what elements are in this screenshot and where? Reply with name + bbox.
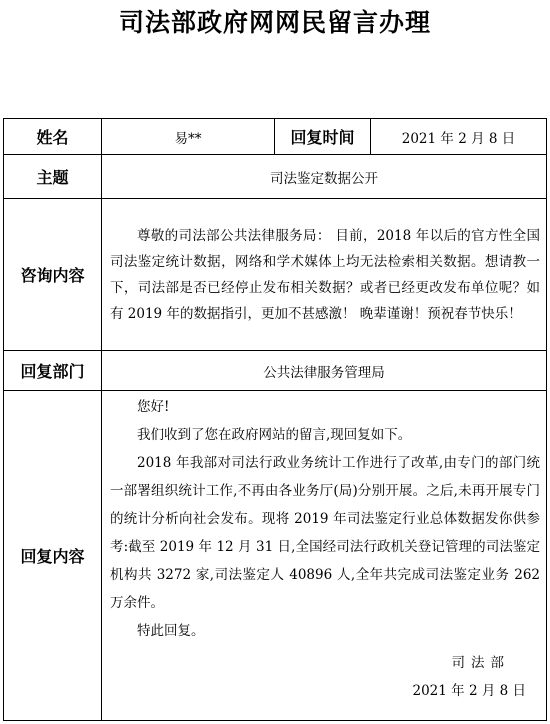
reply-cell (102, 391, 547, 721)
name-value: 易** (102, 119, 275, 155)
inquiry-label: 咨询内容 (4, 199, 102, 351)
reply-label: 回复内容 (4, 391, 102, 721)
row-reply (4, 391, 547, 721)
inquiry-text: 尊敬的司法部公共法律服务局： 目前，2018 年以后的官方性全国司法鉴定统计数据，网络和学术媒体上均无法检索相关数据。想请教一下，司法部是否已经停止发布相关数据？或者已经更改发布单位呢？如有 2019 年的数据指引，更加不甚感激！ 晚辈谨谢！预祝春节快乐！ (110, 227, 540, 322)
reply-date: 2021 年 2 月 8 日 (412, 683, 526, 699)
reply-closing: 特此回复。 (137, 623, 205, 639)
reply-greeting: 您好! (137, 399, 170, 415)
reply-paragraph-2: 2018 年我部对司法行政业务统计工作进行了改革,由专门的部门统一部署组织统计工作,不再由各业务厅(局)分别开展。之后,未再开展专门的统计分析向社会发布。现将 2019 年司法鉴定行业总体数据发你供参考:截至 2019 年 12 月 31 日,全国经司法行政机关登记管理的司法鉴定机构共 3272 家,司法鉴定人 40896 人,全年共完成司法鉴定业务 262 万余件。 (110, 455, 540, 611)
dept-label: 回复部门 (4, 351, 102, 391)
row-name (4, 119, 547, 155)
row-subject (4, 155, 547, 199)
row-dept (4, 351, 547, 391)
row-inquiry (4, 199, 547, 351)
inquiry-cell (102, 199, 547, 351)
reply-time-label: 回复时间 (275, 119, 371, 155)
reply-paragraph-1: 我们收到了您在政府网站的留言,现回复如下。 (137, 427, 412, 443)
message-form-table (3, 118, 547, 721)
subject-value: 司法鉴定数据公开 (102, 155, 547, 199)
reply-time-value: 2021 年 2 月 8 日 (371, 119, 547, 155)
document-title: 司法部政府网网民留言办理 (118, 8, 431, 37)
dept-value: 公共法律服务管理局 (102, 351, 547, 391)
reply-body (102, 391, 546, 705)
name-label: 姓名 (4, 119, 102, 155)
subject-label: 主题 (4, 155, 102, 199)
reply-signature: 司法部 (451, 655, 510, 671)
